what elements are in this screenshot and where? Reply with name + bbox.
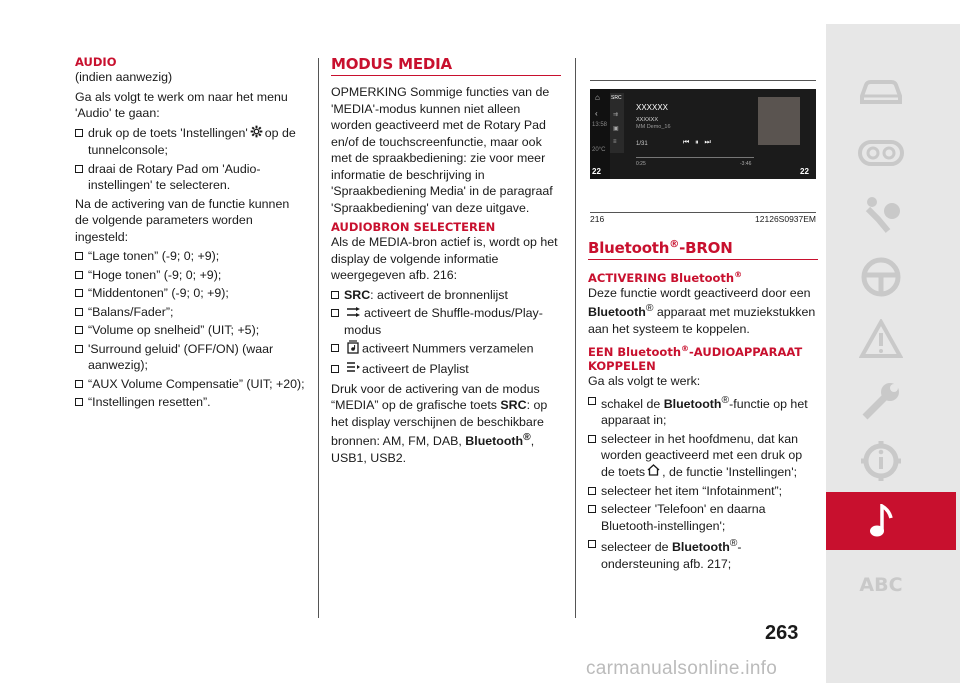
pair-heading-b: -AUDIOAPPARAAT KOPPELEN bbox=[588, 345, 803, 374]
figure-top-rule bbox=[590, 80, 816, 81]
list-item bbox=[331, 287, 561, 304]
step-text: selecteer de bbox=[601, 540, 672, 555]
list-item bbox=[588, 431, 818, 481]
registered-mark: ® bbox=[523, 432, 531, 444]
screen-clock: 13:58 bbox=[592, 122, 608, 128]
checkbox-bullet bbox=[331, 365, 339, 373]
activation-heading-text: ACTIVERING Bluetooth bbox=[588, 270, 735, 285]
src-text: : activeert de bronnenlijst bbox=[370, 287, 508, 302]
list-item bbox=[588, 483, 818, 500]
checkbox-bullet bbox=[75, 380, 83, 388]
activation-heading bbox=[588, 268, 818, 285]
registered-mark: ® bbox=[729, 538, 738, 550]
specs-icon[interactable] bbox=[856, 436, 906, 486]
screen-artist: XXXXXX bbox=[636, 117, 659, 123]
gear-icon bbox=[250, 125, 263, 143]
list-item bbox=[331, 361, 561, 378]
registered-mark: ® bbox=[669, 239, 680, 250]
abc-index-label[interactable]: ABC bbox=[859, 574, 903, 596]
param-text: 'Surround geluid' (OFF/ON) (waar aanwezig); bbox=[88, 341, 274, 372]
param-list bbox=[75, 248, 305, 411]
param-text: “Instellingen resetten”. bbox=[88, 395, 211, 409]
screen-track: 1/31 bbox=[636, 141, 648, 147]
bt-title-text: Bluetooth bbox=[588, 239, 670, 257]
pairing-intro: Ga als volgt te werk: bbox=[588, 374, 701, 389]
outro-bluetooth: Bluetooth bbox=[465, 434, 524, 449]
screen-progress-bar bbox=[636, 157, 754, 158]
checkbox-bullet bbox=[75, 326, 83, 334]
registered-mark: ® bbox=[734, 270, 743, 279]
list-item bbox=[75, 285, 305, 302]
column-divider bbox=[318, 58, 319, 618]
list-item bbox=[75, 394, 305, 411]
media-note: OPMERKING Sommige functies van de 'MEDIA'-modus kunnen niet alleen worden geactiveerd met de Rotary Pad en/of de touchscreenfunctie, maar ook met de spraakbediening: zie voor meer informatie de beschrijving in 'Spraakbediening Media' in de paragraaf 'Spraakbediening' van deze uitgave. bbox=[331, 85, 553, 215]
screen-sidebar bbox=[590, 89, 610, 179]
screen-playlist-icon: ≡ bbox=[613, 139, 617, 145]
screen-temp-right: 22 bbox=[800, 167, 809, 176]
checkbox-bullet bbox=[75, 398, 83, 406]
act-bluetooth: Bluetooth bbox=[588, 305, 646, 320]
screen-temp: 20°C bbox=[592, 147, 606, 153]
checkbox-bullet bbox=[588, 397, 596, 405]
warning-icon[interactable] bbox=[856, 314, 906, 364]
screen-time-right: -3:46 bbox=[740, 161, 752, 167]
param-text: “Middentonen” (-9; 0; +9); bbox=[88, 286, 229, 300]
param-text: “Lage tonen” (-9; 0; +9); bbox=[88, 249, 220, 263]
watermark: carmanualsonline.info bbox=[586, 658, 778, 679]
step-text: selecteer in het hoofdmenu, dat kan worden geactiveerd met een druk op de toets bbox=[601, 431, 803, 479]
audio-heading: AUDIO bbox=[75, 55, 117, 69]
param-text: “AUX Volume Compensatie” (UIT; +20); bbox=[88, 376, 305, 391]
source-heading: AUDIOBRON SELECTEREN bbox=[331, 220, 496, 234]
screen-title: XXXXXX bbox=[636, 103, 669, 112]
list-item bbox=[75, 248, 305, 265]
media-screen-image bbox=[590, 89, 816, 179]
car-icon[interactable] bbox=[856, 66, 906, 116]
checkbox-bullet bbox=[331, 309, 339, 317]
home-icon bbox=[647, 464, 660, 481]
figure-code: 12126S0937EM bbox=[755, 214, 816, 224]
outro-src: SRC bbox=[500, 398, 527, 413]
step-text: druk op de toets 'Instellingen' bbox=[88, 125, 248, 140]
playlist-text: activeert de Playlist bbox=[362, 361, 469, 376]
shuffle-icon bbox=[346, 305, 362, 322]
param-text: “Hoge tonen” (-9; 0; +9); bbox=[88, 267, 222, 282]
screen-shuffle-icon: ⇉ bbox=[613, 112, 619, 118]
list-item bbox=[588, 501, 818, 534]
checkbox-bullet bbox=[588, 505, 596, 513]
pairing-heading bbox=[588, 342, 818, 373]
steering-wheel-icon[interactable] bbox=[856, 252, 906, 302]
outro-text-c: , USB1, USB2. bbox=[331, 434, 535, 466]
audio-after: Na de activering van de functie kunnen de volgende parameters worden ingesteld: bbox=[75, 196, 290, 244]
checkbox-bullet bbox=[75, 252, 83, 260]
act-text: Deze functie wordt geactiveerd door een bbox=[588, 285, 811, 300]
list-item bbox=[75, 304, 305, 321]
step-text: schakel de bbox=[601, 396, 664, 411]
outro-text: Druk voor de activering van de modus “MEDIA” op de grafische toets bbox=[331, 381, 540, 413]
checkbox-bullet bbox=[588, 435, 596, 443]
checkbox-bullet bbox=[75, 289, 83, 297]
step-bluetooth: Bluetooth bbox=[663, 396, 722, 411]
list-item bbox=[331, 340, 561, 359]
pair-heading-a: EEN Bluetooth bbox=[588, 345, 682, 360]
figure-caption bbox=[590, 212, 816, 224]
collection-icon bbox=[346, 340, 360, 359]
wrench-icon[interactable] bbox=[856, 376, 906, 426]
step-text: selecteer het item “Infotainment”; bbox=[601, 483, 783, 498]
bluetooth-title bbox=[588, 236, 818, 257]
param-text: “Volume op snelheid” (UIT; +5); bbox=[88, 323, 260, 337]
list-item bbox=[588, 536, 818, 572]
audio-intro: Ga als volgt te werk om naar het menu 'Audio' te gaan: bbox=[75, 89, 288, 120]
chapter-sidebar bbox=[826, 24, 960, 683]
registered-mark: ® bbox=[681, 344, 690, 354]
column-bluetooth bbox=[588, 236, 818, 575]
figure-number: 216 bbox=[590, 214, 605, 224]
bt-title-rest: -BRON bbox=[679, 239, 733, 257]
checkbox-bullet bbox=[331, 291, 339, 299]
airbag-icon[interactable] bbox=[856, 190, 906, 240]
param-text: “Balans/Fader”; bbox=[88, 304, 174, 319]
figure-216 bbox=[590, 80, 816, 180]
list-item bbox=[75, 376, 305, 393]
active-chapter-tab[interactable] bbox=[826, 492, 956, 550]
screen-src-button: SRC bbox=[611, 95, 622, 101]
title-rule bbox=[331, 75, 561, 76]
act-text-b: apparaat met muziekstukken aan het systeem te koppelen. bbox=[588, 305, 816, 336]
source-intro: Als de MEDIA-bron actief is, wordt op het display de volgende informatie weergegeven afb. 216: bbox=[331, 235, 558, 282]
checkbox-bullet bbox=[75, 271, 83, 279]
checkbox-bullet bbox=[75, 165, 83, 173]
src-label: SRC bbox=[344, 287, 371, 302]
dashboard-icon[interactable] bbox=[856, 128, 906, 178]
checkbox-bullet bbox=[588, 540, 596, 548]
screen-controls: ⏮ ⏸ ⏭ bbox=[683, 139, 711, 146]
list-item bbox=[75, 267, 305, 284]
step-text: draai de Rotary Pad om 'Audio-instellingen' te selecteren. bbox=[88, 161, 261, 192]
screen-temp-left: 22 bbox=[592, 167, 601, 176]
activation-text bbox=[588, 285, 818, 338]
screen-collect-icon: ▣ bbox=[613, 126, 619, 132]
step-text: selecteer 'Telefoon' en daarna Bluetooth-instellingen'; bbox=[601, 502, 766, 533]
audio-subtitle: (indien aanwezig) bbox=[75, 70, 173, 84]
shuffle-text: activeert de Shuffle-modus/Play-modus bbox=[344, 306, 543, 337]
step-text-end: op de tunnelconsole; bbox=[88, 125, 296, 157]
list-item bbox=[75, 322, 305, 339]
step-text-b: , de functie 'Instellingen'; bbox=[662, 464, 798, 479]
home-icon: ⌂ bbox=[595, 93, 600, 102]
page-number: 263 bbox=[765, 622, 799, 644]
list-item bbox=[75, 161, 305, 194]
list-item bbox=[331, 305, 561, 338]
media-outro bbox=[331, 381, 561, 467]
album-art bbox=[758, 97, 800, 145]
music-note-icon bbox=[856, 496, 906, 546]
collect-text: activeert Nummers verzamelen bbox=[362, 342, 534, 356]
list-item bbox=[75, 341, 305, 374]
list-item bbox=[588, 393, 818, 429]
checkbox-bullet bbox=[588, 487, 596, 495]
media-title: MODUS MEDIA bbox=[331, 55, 452, 73]
registered-mark: ® bbox=[645, 303, 654, 315]
checkbox-bullet bbox=[75, 308, 83, 316]
step-bluetooth: Bluetooth bbox=[671, 540, 730, 555]
checkbox-bullet bbox=[75, 345, 83, 353]
step-text-b: -functie op het apparaat in; bbox=[601, 396, 808, 428]
registered-mark: ® bbox=[721, 394, 730, 406]
list-item bbox=[75, 125, 305, 159]
column-media bbox=[331, 55, 561, 470]
screen-source-bar bbox=[610, 93, 624, 153]
outro-text-b: : op het display verschijnen de beschikbare bronnen: AM, FM, DAB, bbox=[331, 398, 548, 449]
column-audio bbox=[75, 55, 305, 413]
checkbox-bullet bbox=[75, 129, 83, 137]
step-text-b: -ondersteuning afb. 217; bbox=[601, 540, 742, 571]
checkbox-bullet bbox=[331, 344, 339, 352]
back-icon: ‹ bbox=[595, 109, 598, 118]
title-rule bbox=[588, 259, 818, 260]
column-divider bbox=[575, 58, 576, 618]
screen-album: MM Demo_16 bbox=[636, 124, 671, 130]
playlist-icon bbox=[346, 361, 360, 378]
screen-time-left: 0:25 bbox=[636, 161, 646, 167]
